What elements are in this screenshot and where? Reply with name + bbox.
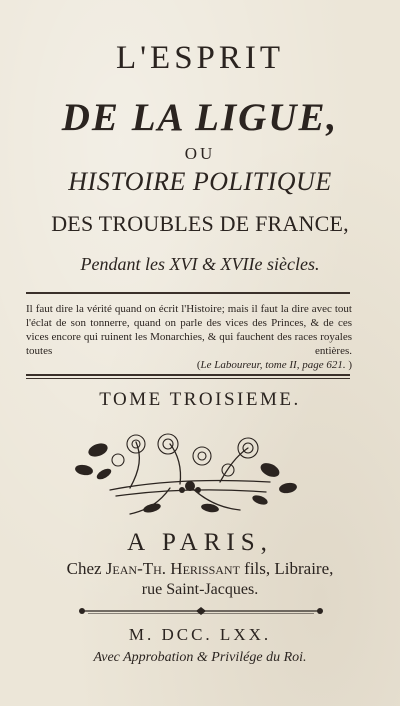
epigraph-bottom-rule-thin <box>26 378 350 379</box>
title-line-ou: OU <box>184 144 216 163</box>
floral-ornament-icon <box>70 430 310 518</box>
title-line-esprit <box>0 38 400 78</box>
publisher-name: Jean-Th. Herissant <box>105 559 240 578</box>
publisher-prefix: Chez <box>66 559 106 578</box>
title-line-ligue: DE LA LIGUE, <box>61 96 339 139</box>
epigraph-source <box>26 358 352 372</box>
title-line-siecles: Pendant les XVI & XVIIe siècles. <box>80 254 320 274</box>
imprint-year: M. DCC. LXX. <box>128 625 272 644</box>
imprint-street: rue Saint-Jacques. <box>141 581 259 598</box>
epigraph-text: Il faut dire la vérité quand on écrit l'Histoire; mais il faut la dire avec tout l'éclat de son tonnerre, quand on parle des vices des Princes, & de ces vices encore qui ruinent les Monarchies, & qui fauchent des races royales toutes entières. <box>26 303 352 357</box>
imprint-privilege: Avec Approbation & Privilége du Roi. <box>93 650 307 665</box>
epigraph-bottom-rule <box>26 374 350 376</box>
publisher-suffix: fils, Libraire, <box>239 559 334 578</box>
imprint-city: A PARIS, <box>127 529 273 556</box>
epigraph-source-open: ( <box>196 359 201 371</box>
title-esprit-text: L'ESPRIT <box>115 40 285 76</box>
epigraph-source-author: Le Laboureur, tome II, page 621. <box>200 359 346 371</box>
epigraph-top-rule <box>26 292 350 294</box>
epigraph <box>26 302 352 372</box>
epigraph-source-close: ) <box>348 359 352 371</box>
title-line-troubles: DES TROUBLES DE FRANCE, <box>51 211 349 236</box>
imprint-publisher <box>0 558 400 580</box>
title-line-histoire: HISTOIRE POLITIQUE <box>68 167 332 196</box>
ornamental-rule <box>78 606 324 616</box>
volume-label: TOME TROISIEME. <box>99 389 301 410</box>
